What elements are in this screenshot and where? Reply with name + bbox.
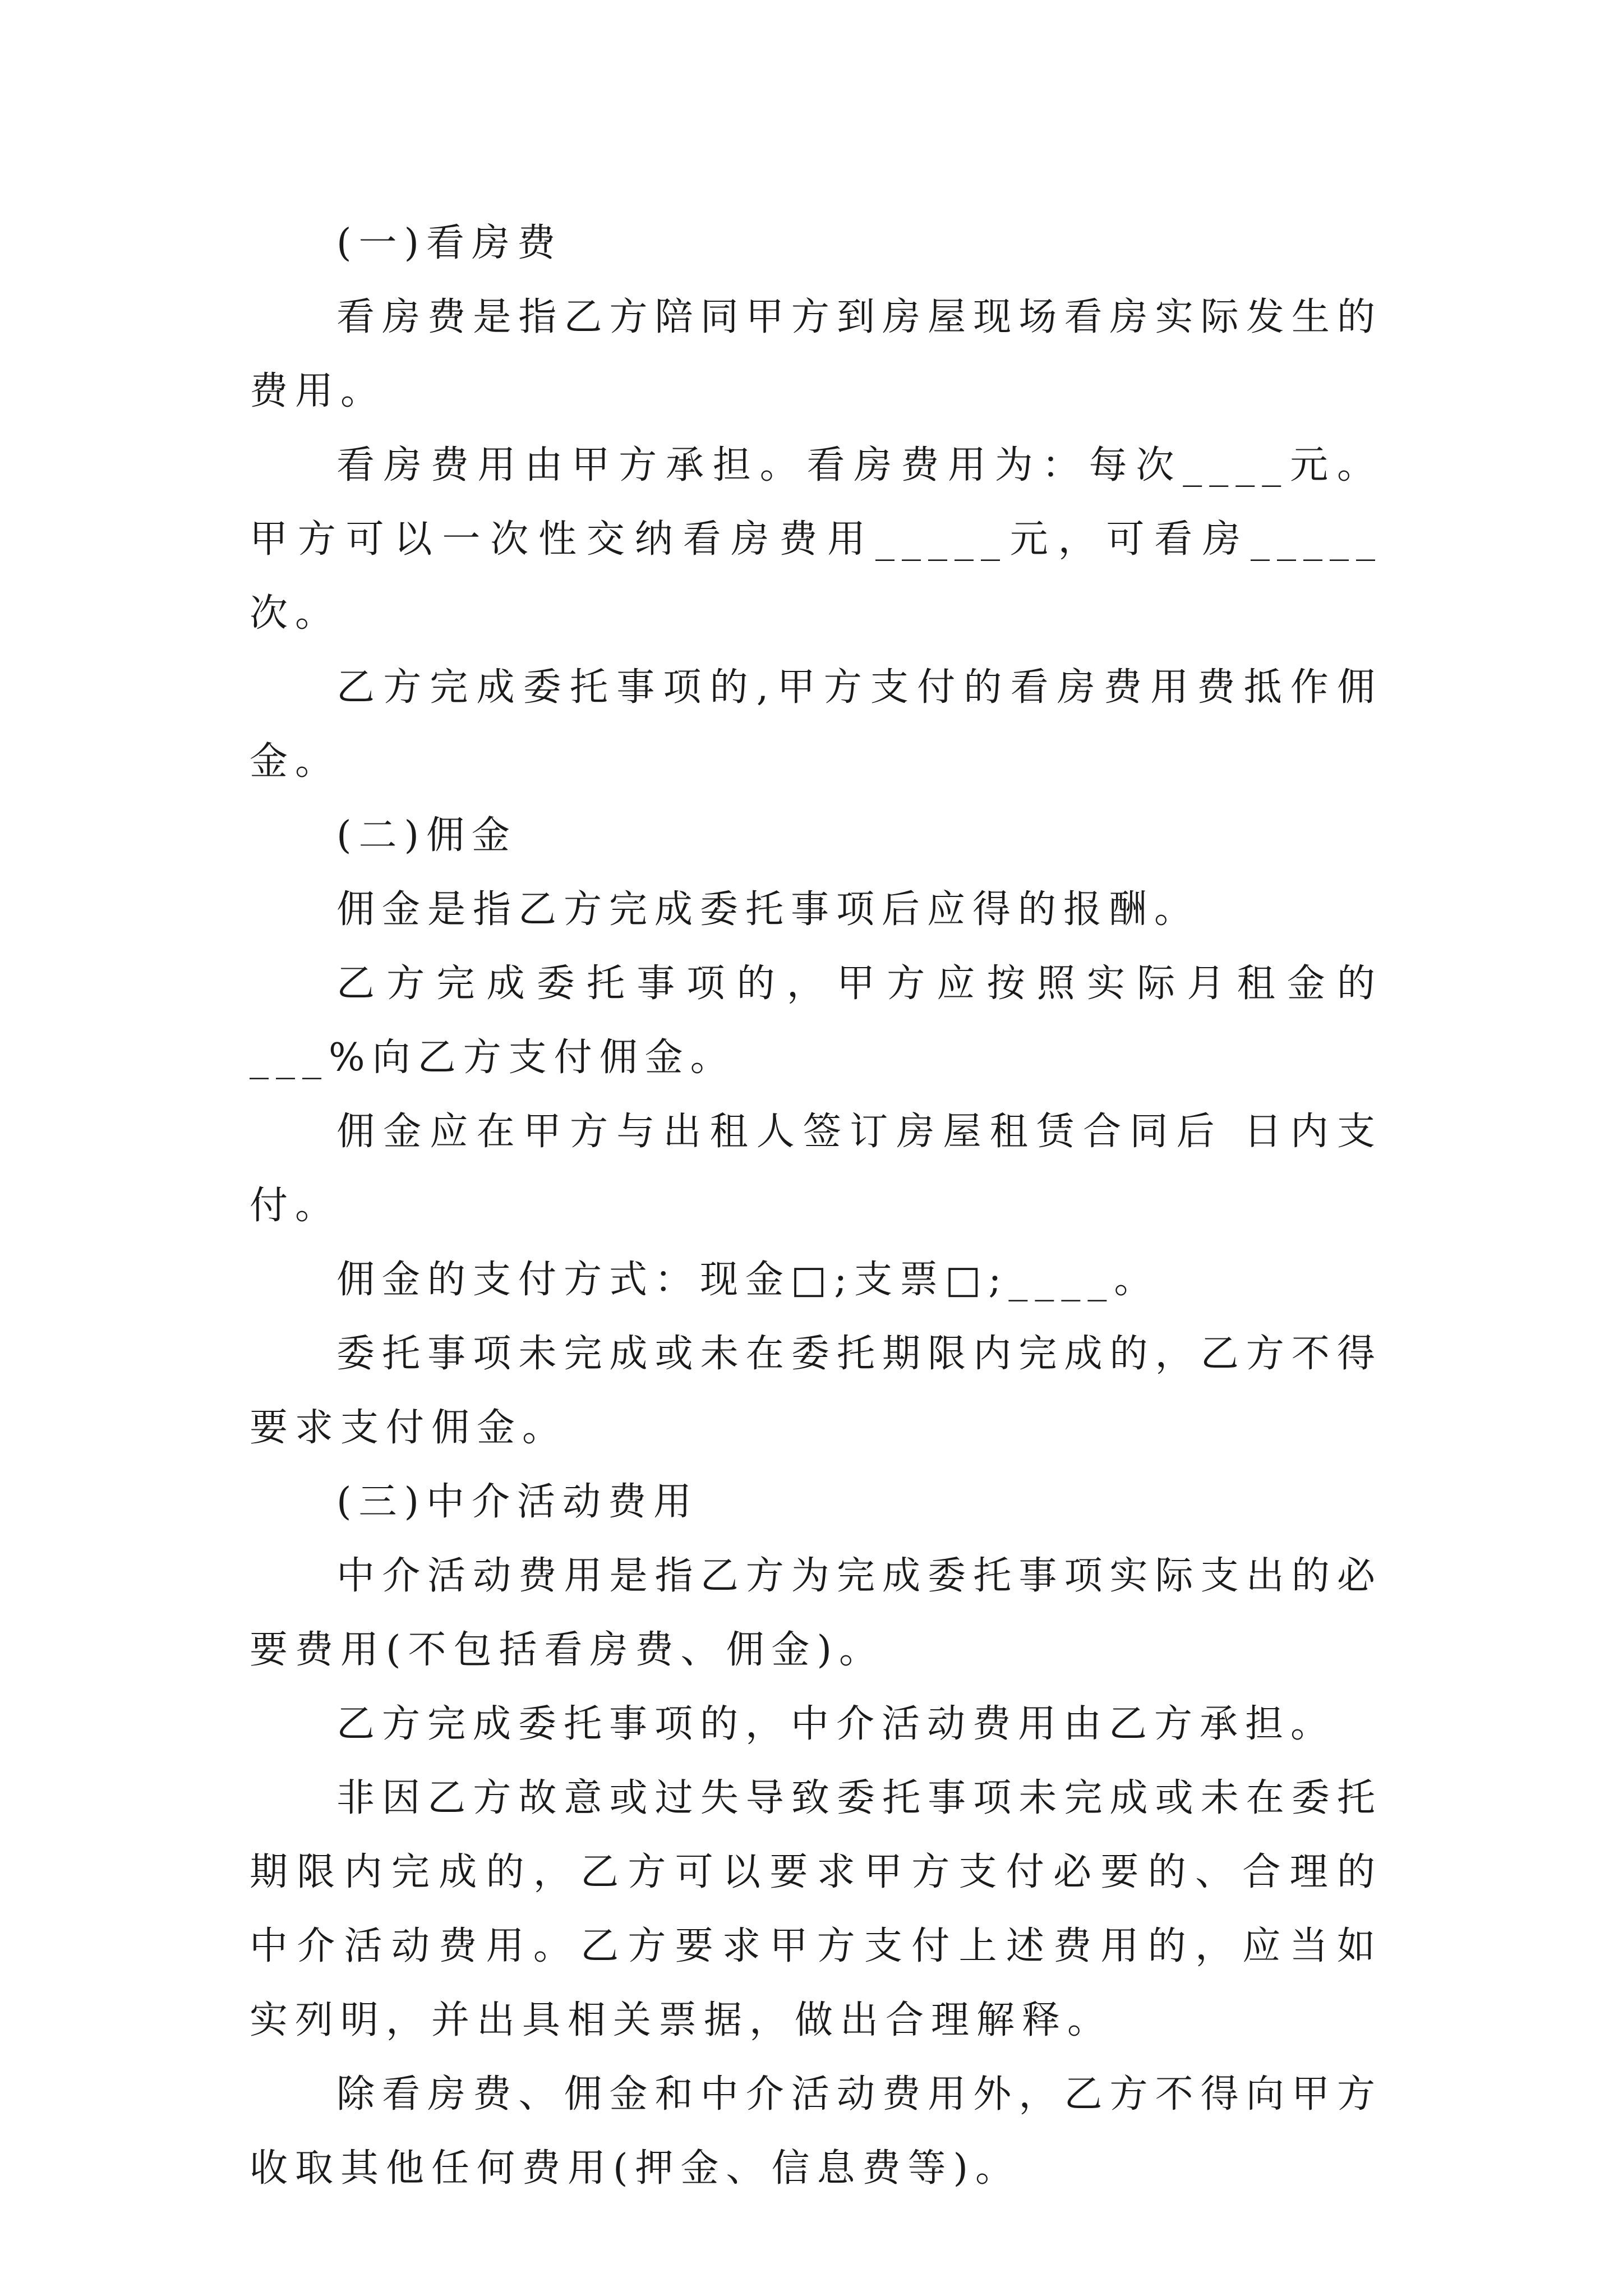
paragraph-commission-not-due: 委托事项未完成或未在委托期限内完成的，乙方不得要求支付佣金。 bbox=[250, 1332, 1382, 1450]
document-body bbox=[250, 206, 1382, 2206]
paragraph-no-other-fees: 除看房费、佣金和中介活动费用外，乙方不得向甲方收取其他任何费用(押金、信息费等)。 bbox=[250, 2072, 1382, 2191]
paragraph-commission-deadline: 佣金应在甲方与出租人签订房屋租赁合同后 日内支付。 bbox=[250, 1110, 1382, 1228]
paragraph-agency-expenses-claim: 非因乙方故意或过失导致委托事项未完成或未在委托期限内完成的，乙方可以要求甲方支付必要的、合理的中介活动费用。乙方要求甲方支付上述费用的，应当如实列明，并出具相关票据，做出合理解释。 bbox=[250, 1776, 1382, 2042]
paragraph-viewing-fee-offset: 乙方完成委托事项的,甲方支付的看房费用费抵作佣金。 bbox=[250, 665, 1382, 784]
paragraph-commission-payment-method: 佣金的支付方式：现金□;支票□;____。 bbox=[336, 1258, 1160, 1302]
paragraph-commission-definition: 佣金是指乙方完成委托事项后应得的报酬。 bbox=[336, 887, 1200, 932]
section-heading-agency-expenses: (三)中介活动费用 bbox=[336, 1480, 699, 1524]
paragraph-viewing-fee-definition: 看房费是指乙方陪同甲方到房屋现场看房实际发生的费用。 bbox=[250, 295, 1382, 413]
paragraph-commission-rate: 乙方完成委托事项的，甲方应按照实际月租金的___%向乙方支付佣金。 bbox=[250, 961, 1382, 1080]
paragraph-agency-expenses-definition: 中介活动费用是指乙方为完成委托事项实际支出的必要费用(不包括看房费、佣金)。 bbox=[250, 1554, 1382, 1672]
paragraph-agency-expenses-borne: 乙方完成委托事项的，中介活动费用由乙方承担。 bbox=[336, 1702, 1336, 1746]
paragraph-viewing-fee-amount: 看房费用由甲方承担。看房费用为：每次____元。甲方可以一次性交纳看房费用_____元，可看房_____次。 bbox=[250, 443, 1382, 636]
section-heading-commission: (二)佣金 bbox=[336, 813, 518, 858]
section-heading-viewing-fee: (一)看房费 bbox=[336, 221, 563, 265]
